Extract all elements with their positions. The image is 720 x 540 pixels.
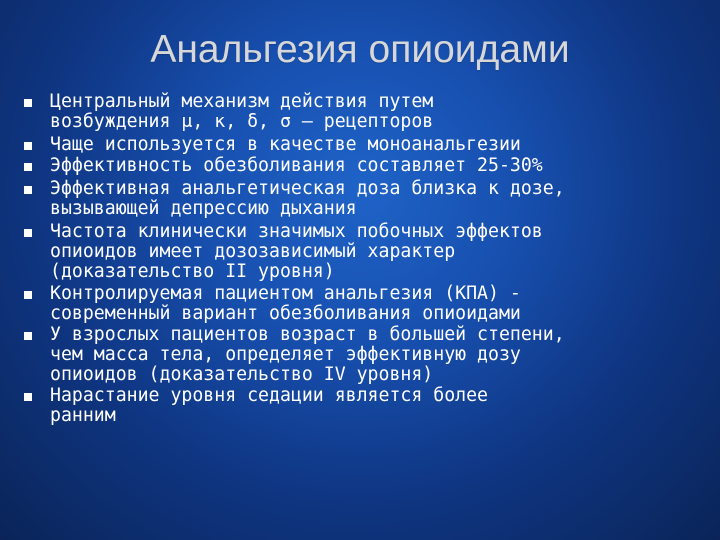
square-bullet-icon [24,393,32,401]
bullet-item [24,386,704,426]
bullet-line: (доказательство II уровня) [50,261,335,282]
bullet-line: Чаще используется в качестве моноанальгезии [50,134,521,155]
bullet-line: Центральный механизм действия путем [50,91,434,112]
slide-title: Анальгезия опиоидами [150,28,570,71]
bullet-line: ранним [50,405,116,426]
bullet-item [24,92,704,132]
bullet-line: У взрослых пациентов возраст в большей степени, [50,324,565,345]
bullet-line: вызывающей депрессию дыхания [50,198,357,219]
bullet-item [24,222,704,282]
bullet-line: Нарастание уровня седации является более [50,385,488,406]
bullet-item [24,179,704,219]
square-bullet-icon [24,99,32,107]
bullet-list [24,92,704,426]
square-bullet-icon [24,142,32,150]
bullet-line: опиоидов имеет дозозависимый характер [50,241,456,262]
bullet-item [24,284,704,324]
bullet-line: опиоидов (доказательство IV уровня) [50,364,434,385]
bullet-item [24,325,704,385]
bullet-line: чем масса тела, определяет эффективную дозу [50,344,521,365]
bullet-line: современный вариант обезболивания опиоидами [50,303,521,324]
bullet-line: Эффективная анальгетическая доза близка к дозе, [50,178,565,199]
bullet-line: Частота клинически значимых побочных эффектов [50,221,543,242]
bullet-item [24,156,704,176]
bullet-line: возбуждения μ, κ, δ, σ – рецепторов [50,111,434,132]
square-bullet-icon [24,332,32,340]
square-bullet-icon [24,291,32,299]
bullet-item [24,135,704,155]
square-bullet-icon [24,229,32,237]
bullet-line: Эффективность обезболивания составляет 25-30% [50,155,543,176]
square-bullet-icon [24,163,32,171]
bullet-line: Контролируемая пациентом анальгезия (КПА) - [50,283,521,304]
square-bullet-icon [24,186,32,194]
